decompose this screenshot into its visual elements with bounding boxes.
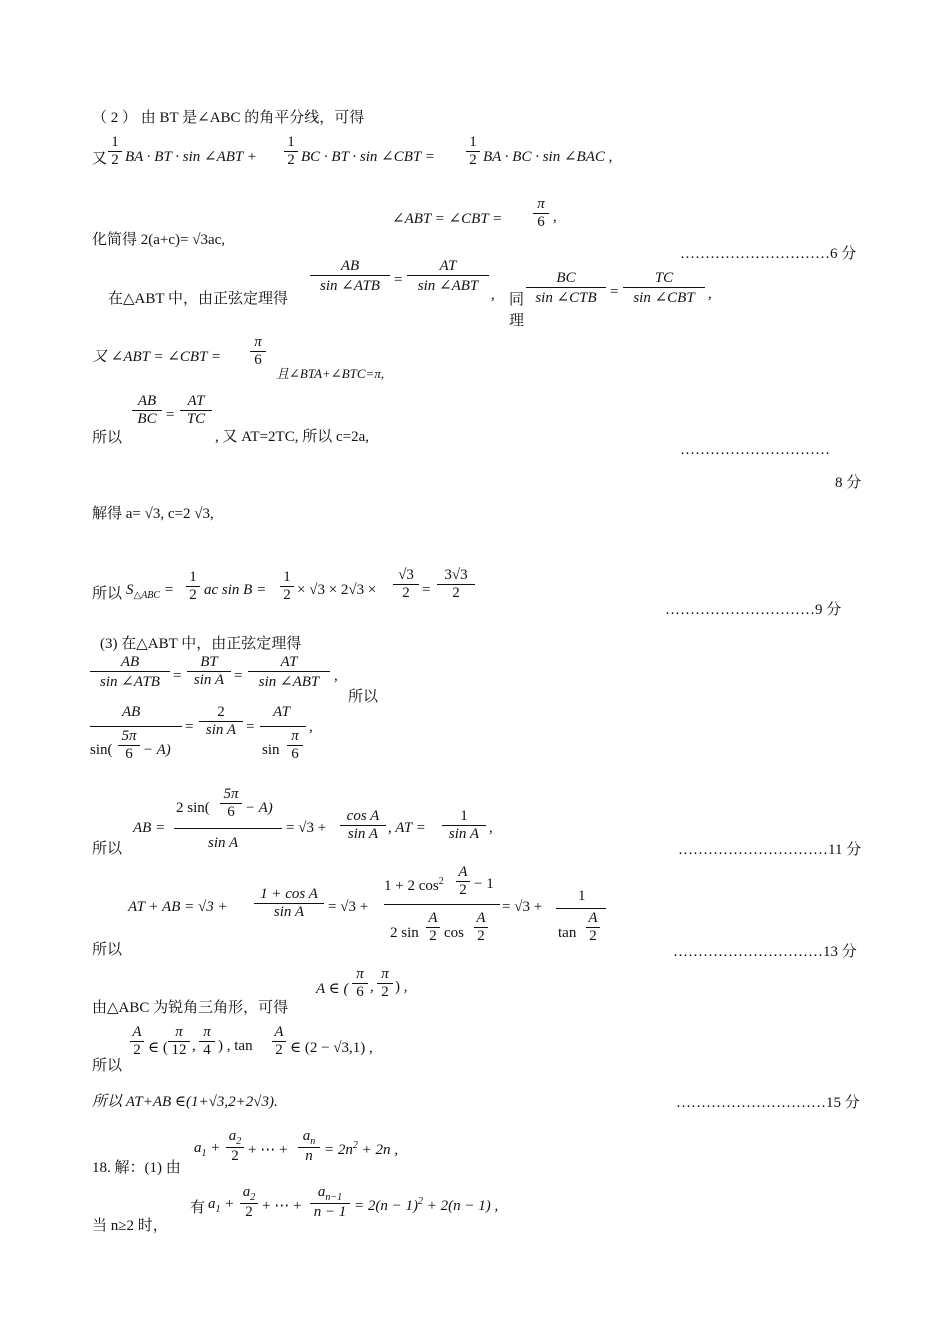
formula: + ⋯ + [262, 1198, 302, 1214]
formula: − A) [245, 800, 273, 816]
text: = [246, 719, 255, 735]
text-line: 又 [92, 151, 108, 167]
score-mark: …………………………11 分 [678, 842, 862, 858]
fraction: A 2 [426, 910, 440, 945]
fraction: BT sin A [187, 654, 231, 689]
formula: ∠ABT = ∠CBT = [392, 211, 503, 227]
formula: AB = [133, 820, 166, 836]
fraction: π 6 [250, 334, 266, 369]
fraction-bar [384, 904, 500, 905]
formula: 2 sin( [176, 800, 210, 816]
formula: − 1 [474, 876, 494, 892]
formula: + ⋯ + [248, 1142, 288, 1158]
fraction: AT sin ∠ABT [248, 654, 330, 691]
text: 理 [509, 313, 525, 329]
fraction: 1 2 [186, 569, 200, 604]
formula: = √3 + [286, 820, 327, 836]
formula: sin A [208, 835, 239, 851]
text: 所以 [92, 942, 123, 958]
fraction-bar [556, 908, 606, 909]
text-line: 所以 AT+AB ∈(1+√3,2+2√3). [92, 1094, 278, 1110]
fraction: AT sin ∠ABT [407, 258, 489, 295]
text-line: , 又 AT=2TC, 所以 c=2a, [215, 429, 369, 445]
text: , [192, 1038, 196, 1054]
fraction: AB BC [132, 393, 162, 428]
formula: = $2(n - 1)^2 + 2(n - 1)$ , [354, 1196, 499, 1214]
formula: 且∠BTA+∠BTC=π, [276, 366, 385, 381]
formula: BC · BT · sin ∠CBT = [301, 149, 435, 165]
formula: cos [444, 925, 464, 941]
fraction: π 6 [533, 196, 549, 231]
score-mark: 8 分 [835, 475, 862, 491]
formula: sin( [90, 742, 113, 758]
fraction: AB sin ∠ATB [310, 258, 390, 295]
fraction: AB sin ∠ATB [90, 654, 170, 691]
fraction: 5π 6 [220, 786, 242, 821]
text-line: 当 n≥2 时， [92, 1218, 168, 1234]
fraction: π 12 [168, 1024, 190, 1059]
fraction: π 6 [352, 966, 368, 1001]
text: 所以 [92, 586, 123, 602]
formula: 又 ∠ABT = ∠CBT = [92, 349, 222, 365]
text-line: (3) 在△ABT 中，由正弦定理得 [100, 636, 302, 652]
score-mark: …………………………13 分 [673, 944, 857, 960]
fraction: A 2 [586, 910, 600, 945]
formula: 1 [578, 888, 586, 904]
formula: = √3 + [328, 899, 369, 915]
fraction: √3 2 [393, 567, 419, 602]
fraction: $a_2$ 2 [226, 1128, 244, 1165]
text: 所以 [92, 430, 123, 446]
fraction: 1 2 [108, 134, 122, 169]
text-line: 在△ABT 中，由正弦定理得 [108, 291, 289, 307]
text: ) , [395, 979, 408, 995]
text: 所以 [92, 841, 123, 857]
text-line: 解得 a= √3, c=2 √3, [92, 506, 214, 522]
formula: × √3 × 2√3 × [297, 582, 377, 598]
text: = [173, 668, 182, 684]
text: = [394, 272, 403, 288]
fraction: 2 sin A [199, 704, 243, 739]
formula: = $2n^2 + 2n$ , [324, 1140, 398, 1158]
formula: ac sin B = [204, 582, 267, 598]
score-mark: …………………………15 分 [676, 1095, 860, 1111]
formula: $a_1$ + [208, 1196, 235, 1215]
text-line: 由△ABC 为锐角三角形，可得 [92, 1000, 289, 1016]
formula: − A) [143, 742, 171, 758]
text: , [491, 287, 495, 303]
fraction: π 2 [377, 966, 393, 1001]
fraction: π 4 [199, 1024, 215, 1059]
text: , [309, 719, 313, 735]
fraction: BC sin ∠CTB [526, 270, 606, 307]
formula: A ∈ ( [316, 981, 349, 997]
formula: $a_1$ + [194, 1140, 221, 1159]
fraction-bar [90, 726, 182, 727]
fraction: 1 2 [466, 134, 480, 169]
formula: ∈ ( [148, 1040, 168, 1056]
score-mark: ………………………… [680, 442, 830, 458]
fraction: 1 2 [284, 134, 298, 169]
formula: sin [262, 742, 280, 758]
fraction: 5π 6 [118, 728, 140, 763]
formula: 1 + 2 $\cos^2$ [384, 876, 444, 894]
fraction: $a_2$ 2 [240, 1184, 258, 1221]
text: , [370, 979, 374, 995]
formula: BA · BC · sin ∠BAC , [483, 149, 613, 165]
text: = [234, 668, 243, 684]
formula: , AT = [388, 820, 426, 836]
text: , [489, 820, 493, 836]
fraction: A 2 [474, 910, 488, 945]
text-line: 18. 解：(1) 由 [92, 1160, 181, 1176]
formula: BA · BT · sin ∠ABT + [125, 149, 257, 165]
formula: tan [558, 925, 577, 941]
text: , [334, 668, 338, 684]
fraction: $a_{n-1}$ n − 1 [310, 1184, 350, 1221]
fraction: A 2 [272, 1024, 286, 1059]
fraction: 3√3 2 [437, 567, 475, 602]
fraction: A 2 [456, 864, 470, 899]
formula: = √3 + [502, 899, 543, 915]
text: 所以 [92, 1058, 123, 1074]
fraction: AT TC [180, 393, 212, 428]
formula: 2 sin [390, 925, 419, 941]
formula: AB [122, 704, 141, 720]
text: = [610, 284, 619, 300]
fraction: π 6 [287, 728, 303, 763]
text: = [185, 719, 194, 735]
fraction: 1 + cos A sin A [254, 886, 324, 921]
fraction: cos A sin A [340, 808, 386, 843]
formula: ) , tan [218, 1038, 253, 1054]
text-line: 化简得 2(a+c)= √3ac, [92, 232, 226, 248]
formula: AT + AB = √3 + [128, 899, 228, 915]
text: 有 [190, 1200, 206, 1216]
formula: $S_{\triangle ABC}$ = [126, 582, 174, 601]
text: = [422, 582, 431, 598]
score-mark: …………………………6 分 [680, 246, 857, 262]
text: 所以 [348, 689, 379, 705]
text: , [708, 286, 712, 302]
fraction-bar [260, 726, 306, 727]
text: = [166, 407, 175, 423]
fraction: TC sin ∠CBT [623, 270, 705, 307]
formula: ∈ (2 − √3,1) , [290, 1040, 373, 1056]
text: 同 [509, 292, 525, 308]
fraction: 1 sin A [442, 808, 486, 843]
score-mark: …………………………9 分 [665, 602, 842, 618]
fraction: $a_n$ n [298, 1128, 320, 1165]
fraction: A 2 [130, 1024, 144, 1059]
fraction-bar [174, 828, 282, 829]
text-line: （ 2 ） 由 BT 是∠ABC 的角平分线，可得 [92, 110, 365, 126]
fraction: 1 2 [280, 569, 294, 604]
text: , [553, 209, 557, 225]
formula: AT [273, 704, 290, 720]
